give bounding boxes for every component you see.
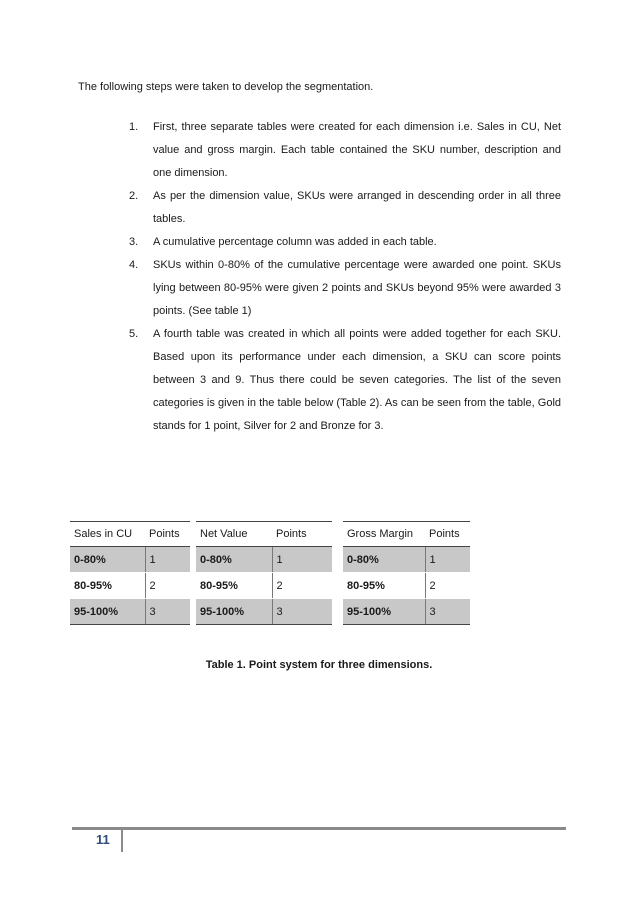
step-text: A cumulative percentage column was added in each table. — [153, 236, 437, 248]
points-cell: 3 — [272, 599, 332, 625]
list-item — [129, 323, 561, 438]
column-header: Sales in CU — [70, 522, 145, 547]
column-header: Points — [145, 522, 190, 547]
step-text: As per the dimension value, SKUs were arranged in descending order in all three tables. — [153, 190, 561, 225]
points-cell: 1 — [145, 547, 190, 573]
column-header: Net Value — [196, 522, 272, 547]
step-text: A fourth table was created in which all points were added together for each SKU. Based upon its performance under each dimension, a SKU can score points between 3 and 9. Thus there could be seven categories. The list of the seven categories is given in the table below (Table 2). As can be seen from the table, Gold stands for 1 point, Silver for 2 and Bronze for 3. — [153, 328, 561, 432]
list-item — [129, 116, 561, 185]
table-row — [196, 599, 332, 625]
list-item — [129, 185, 561, 231]
step-number: 5. — [129, 328, 139, 340]
table-row — [196, 573, 332, 599]
points-cell: 1 — [425, 547, 470, 573]
range-cell: 80-95% — [196, 573, 272, 599]
column-header: Points — [272, 522, 332, 547]
table-caption: Table 1. Point system for three dimensions. — [205, 659, 433, 671]
step-number: 1. — [129, 121, 139, 133]
column-header: Points — [425, 522, 470, 547]
range-cell: 80-95% — [343, 573, 425, 599]
points-cell: 3 — [425, 599, 470, 625]
table-row — [70, 599, 190, 625]
table-row — [343, 599, 470, 625]
intro-paragraph: The following steps were taken to develop the segmentation. — [78, 81, 374, 93]
footer-vertical-bar — [121, 830, 123, 852]
step-number: 4. — [129, 259, 139, 271]
step-text: First, three separate tables were created for each dimension i.e. Sales in CU, Net value and gross margin. Each table contained the SKU number, description and one dimension. — [153, 121, 561, 179]
net-value-points-table — [196, 521, 332, 625]
range-cell: 80-95% — [70, 573, 145, 599]
range-cell: 0-80% — [343, 547, 425, 573]
table-row — [343, 573, 470, 599]
table-row — [343, 547, 470, 573]
range-cell: 95-100% — [70, 599, 145, 625]
page-number: 11 — [96, 832, 110, 847]
points-cell: 2 — [272, 573, 332, 599]
points-cell: 2 — [145, 573, 190, 599]
points-cell: 3 — [145, 599, 190, 625]
table-row — [70, 573, 190, 599]
points-cell: 2 — [425, 573, 470, 599]
column-header: Gross Margin — [343, 522, 425, 547]
step-number: 2. — [129, 190, 139, 202]
range-cell: 0-80% — [196, 547, 272, 573]
range-cell: 0-80% — [70, 547, 145, 573]
step-number: 3. — [129, 236, 139, 248]
sales-points-table — [70, 521, 190, 625]
range-cell: 95-100% — [196, 599, 272, 625]
table-row — [70, 547, 190, 573]
range-cell: 95-100% — [343, 599, 425, 625]
table-row — [196, 547, 332, 573]
points-cell: 1 — [272, 547, 332, 573]
footer-divider — [72, 827, 566, 830]
steps-list — [129, 116, 561, 438]
list-item — [129, 231, 561, 254]
list-item — [129, 254, 561, 323]
gross-margin-points-table — [343, 521, 470, 625]
step-text: SKUs within 0-80% of the cumulative percentage were awarded one point. SKUs lying between 80-95% were given 2 points and SKUs beyond 95% were awarded 3 points. (See table 1) — [153, 259, 561, 317]
